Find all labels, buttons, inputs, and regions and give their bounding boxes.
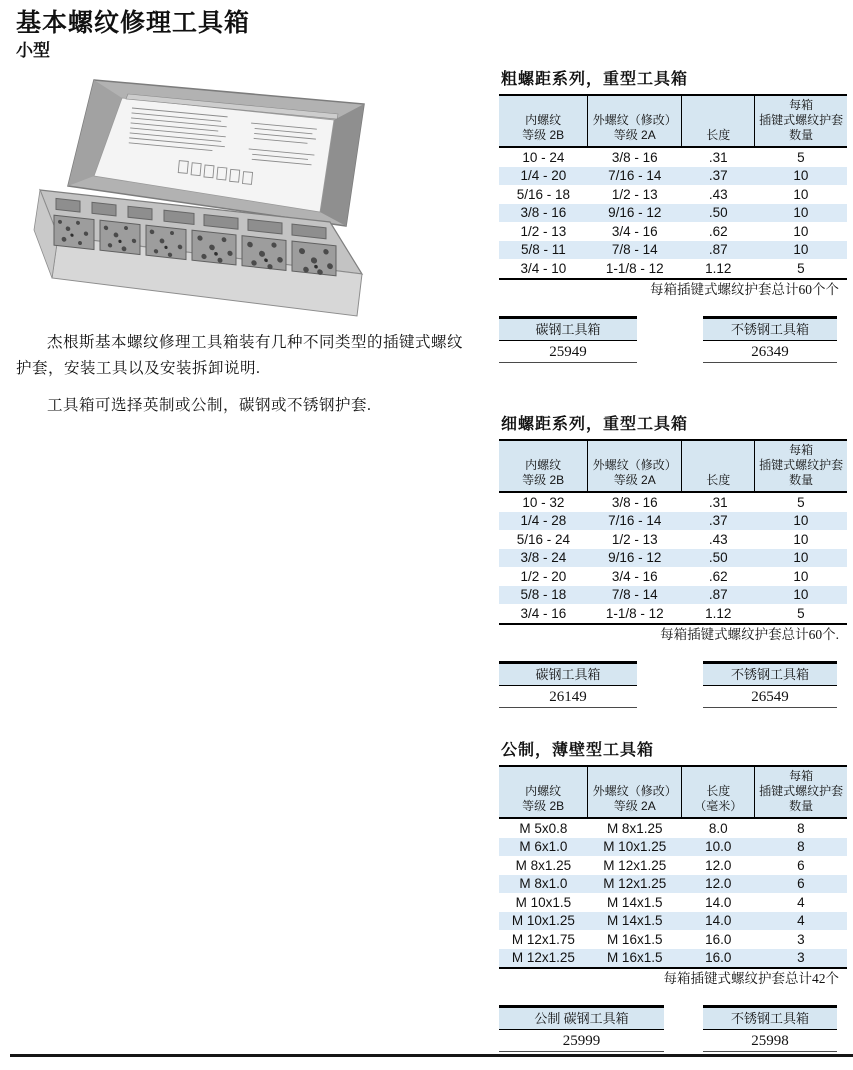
data-cell: 4 xyxy=(797,894,805,910)
spec-table-body xyxy=(499,818,847,968)
data-cell: 8 xyxy=(797,820,805,836)
page-bottom-rule xyxy=(10,1054,853,1057)
data-cell: M 14x1.5 xyxy=(606,913,663,928)
data-cell: .37 xyxy=(708,513,728,528)
data-cell: 5/8 - 18 xyxy=(520,587,567,602)
data-cell: 10 xyxy=(793,242,809,257)
table-row xyxy=(499,875,847,894)
data-cell: 3/4 - 10 xyxy=(520,260,567,276)
data-cell: 10 xyxy=(793,223,809,239)
toolbox-illustration xyxy=(32,76,456,318)
data-cell: 1-1/8 - 12 xyxy=(605,605,664,621)
per-box-total-note: 每箱插键式螺纹护套总计60个个 xyxy=(650,281,839,297)
series-section xyxy=(499,70,847,363)
header-cell: 内螺纹 等级 2B xyxy=(499,440,588,492)
part-box xyxy=(499,316,637,363)
series-section xyxy=(499,741,847,1052)
table-row xyxy=(499,549,847,568)
data-cell: 10 - 24 xyxy=(522,149,565,165)
header-row xyxy=(499,440,847,492)
data-cell: 7/16 - 14 xyxy=(608,168,662,183)
data-cell: 3/8 - 16 xyxy=(611,494,658,510)
data-cell: .37 xyxy=(708,168,728,183)
header-cell: 外螺纹（修改） 等级 2A xyxy=(588,766,682,818)
table-row xyxy=(499,949,847,969)
data-cell: 5 xyxy=(797,260,805,276)
table-row xyxy=(499,204,847,223)
part-number: 26149 xyxy=(499,686,637,708)
spec-table-head xyxy=(499,440,847,492)
data-cell: 10 - 32 xyxy=(522,494,565,510)
part-box-label: 不锈钢工具箱 xyxy=(703,1008,837,1030)
data-cell: 3/8 - 16 xyxy=(520,205,567,220)
left-column xyxy=(16,8,478,419)
data-cell: 1-1/8 - 12 xyxy=(605,260,664,276)
data-cell: 5 xyxy=(797,494,805,510)
part-number: 26349 xyxy=(703,341,837,363)
table-row xyxy=(499,185,847,204)
data-cell: 10 xyxy=(793,186,809,202)
description-paragraph-1: 杰根斯基本螺纹修理工具箱装有几种不同类型的插键式螺纹护套，安装工具以及安装拆卸说明. xyxy=(16,334,464,377)
header-cell: 长度 （毫米） xyxy=(682,766,755,818)
data-cell: 5/8 - 11 xyxy=(520,242,566,257)
data-cell: .62 xyxy=(708,223,728,239)
data-cell: 12.0 xyxy=(705,876,732,891)
data-cell: M 10x1.25 xyxy=(511,913,575,928)
data-cell: 3/4 - 16 xyxy=(520,605,567,621)
data-cell: 1/4 - 28 xyxy=(520,513,567,528)
data-cell: 14.0 xyxy=(705,894,732,910)
header-cell: 每箱 插键式螺纹护套 数量 xyxy=(755,95,847,147)
spec-table-body xyxy=(499,147,847,279)
table-row xyxy=(499,838,847,857)
right-column xyxy=(499,70,847,1060)
data-cell: .87 xyxy=(708,587,728,602)
table-row xyxy=(499,147,847,167)
table-row xyxy=(499,530,847,549)
data-cell: 1/2 - 20 xyxy=(520,568,567,584)
section-title: 细螺距系列，重型工具箱 xyxy=(501,416,689,433)
header-row xyxy=(499,95,847,147)
description-paragraph-2: 工具箱可选择英制或公制，碳钢或不锈钢护套. xyxy=(47,397,372,414)
table-row xyxy=(499,893,847,912)
part-box-label: 不锈钢工具箱 xyxy=(703,319,837,341)
header-cell: 长度 xyxy=(682,440,755,492)
data-cell: 12.0 xyxy=(705,857,732,873)
data-cell: 3/8 - 24 xyxy=(520,550,567,565)
data-cell: 6 xyxy=(797,857,805,873)
header-cell: 长度 xyxy=(682,95,755,147)
data-cell: M 6x1.0 xyxy=(519,839,568,854)
part-box xyxy=(703,316,837,363)
header-cell: 外螺纹（修改） 等级 2A xyxy=(588,440,682,492)
table-row xyxy=(499,912,847,931)
data-cell: 4 xyxy=(797,913,805,928)
part-box xyxy=(499,661,637,708)
data-cell: .87 xyxy=(708,242,728,257)
data-cell: 10 xyxy=(793,513,809,528)
data-cell: 8 xyxy=(797,839,805,854)
spec-table xyxy=(499,439,847,625)
header-cell: 内螺纹 等级 2B xyxy=(499,95,588,147)
data-cell: 3 xyxy=(797,950,805,965)
data-cell: 1.12 xyxy=(705,260,732,276)
part-box xyxy=(703,1005,837,1052)
data-cell: 10 xyxy=(793,550,809,565)
data-cell: .50 xyxy=(708,550,728,565)
part-number: 25998 xyxy=(703,1030,837,1052)
header-row xyxy=(499,766,847,818)
data-cell: 5/16 - 18 xyxy=(516,186,571,202)
spec-table-head xyxy=(499,766,847,818)
data-cell: M 5x0.8 xyxy=(519,820,568,836)
part-number: 25949 xyxy=(499,341,637,363)
table-row xyxy=(499,567,847,586)
data-cell: M 10x1.25 xyxy=(603,839,667,854)
page-title: 基本螺纹修理工具箱 xyxy=(16,9,251,37)
data-cell: 9/16 - 12 xyxy=(608,550,662,565)
data-cell: 7/8 - 14 xyxy=(611,587,658,602)
data-cell: M 16x1.5 xyxy=(606,931,663,947)
part-number-boxes xyxy=(499,316,847,363)
section-title: 公制，薄壁型工具箱 xyxy=(501,742,655,759)
part-box-label: 公制 碳钢工具箱 xyxy=(499,1008,664,1030)
data-cell: 10 xyxy=(793,205,809,220)
table-row xyxy=(499,241,847,260)
data-cell: 1/2 - 13 xyxy=(611,186,658,202)
header-cell: 每箱 插键式螺纹护套 数量 xyxy=(755,440,847,492)
part-number: 25999 xyxy=(499,1030,664,1052)
data-cell: .31 xyxy=(708,149,728,165)
data-cell: 5 xyxy=(797,605,805,621)
table-row xyxy=(499,930,847,949)
data-cell: 1.12 xyxy=(705,605,732,621)
per-box-total-note: 每箱插键式螺纹护套总计60个. xyxy=(660,626,839,642)
data-cell: 1/4 - 20 xyxy=(520,168,567,183)
table-row xyxy=(499,818,847,838)
header-cell: 内螺纹 等级 2B xyxy=(499,766,588,818)
data-cell: 10 xyxy=(793,531,809,547)
table-row xyxy=(499,604,847,624)
part-number-boxes xyxy=(499,1005,847,1052)
data-cell: M 12x1.25 xyxy=(603,857,667,873)
table-row xyxy=(499,512,847,531)
per-box-total-note: 每箱插键式螺纹护套总计42个 xyxy=(663,971,839,986)
header-cell: 每箱 插键式螺纹护套 数量 xyxy=(755,766,847,818)
data-cell: M 12x1.25 xyxy=(511,950,575,965)
data-cell: 5/16 - 24 xyxy=(516,531,571,547)
data-cell: .50 xyxy=(708,205,728,220)
data-cell: 5 xyxy=(797,149,805,165)
header-cell: 外螺纹（修改） 等级 2A xyxy=(588,95,682,147)
data-cell: 9/16 - 12 xyxy=(608,205,662,220)
data-cell: .43 xyxy=(708,186,728,202)
spec-table xyxy=(499,94,847,280)
part-box-label: 不锈钢工具箱 xyxy=(703,664,837,686)
spec-table xyxy=(499,765,847,969)
data-cell: .43 xyxy=(708,531,728,547)
data-cell: 3 xyxy=(797,931,805,947)
page-subtitle: 小型 xyxy=(16,41,50,60)
part-box xyxy=(499,1005,664,1052)
product-photo xyxy=(32,76,456,318)
data-cell: M 16x1.5 xyxy=(606,950,663,965)
table-row xyxy=(499,222,847,241)
data-cell: .31 xyxy=(708,494,728,510)
part-box-label: 碳钢工具箱 xyxy=(499,664,637,686)
data-cell: M 8x1.25 xyxy=(515,857,572,873)
data-cell: .62 xyxy=(708,568,728,584)
data-cell: 3/8 - 16 xyxy=(611,149,658,165)
part-number-boxes xyxy=(499,661,847,708)
data-cell: 16.0 xyxy=(705,931,732,947)
data-cell: M 12x1.25 xyxy=(603,876,667,891)
data-cell: 14.0 xyxy=(705,913,732,928)
data-cell: 10 xyxy=(793,168,809,183)
data-cell: 7/8 - 14 xyxy=(611,242,658,257)
data-cell: 16.0 xyxy=(705,950,732,965)
data-cell: 7/16 - 14 xyxy=(608,513,662,528)
section-title: 粗螺距系列，重型工具箱 xyxy=(501,71,689,88)
table-row xyxy=(499,167,847,186)
part-box-label: 碳钢工具箱 xyxy=(499,319,637,341)
data-cell: 3/4 - 16 xyxy=(611,568,658,584)
data-cell: M 8x1.0 xyxy=(519,876,568,891)
part-box xyxy=(703,661,837,708)
data-cell: 3/4 - 16 xyxy=(611,223,658,239)
data-cell: 10 xyxy=(793,568,809,584)
table-row xyxy=(499,259,847,279)
table-row xyxy=(499,856,847,875)
data-cell: M 14x1.5 xyxy=(606,894,663,910)
data-cell: 1/2 - 13 xyxy=(520,223,567,239)
table-row xyxy=(499,492,847,512)
data-cell: 6 xyxy=(797,876,805,891)
series-section xyxy=(499,415,847,708)
data-cell: M 8x1.25 xyxy=(606,820,663,836)
data-cell: 1/2 - 13 xyxy=(611,531,658,547)
data-cell: M 12x1.75 xyxy=(511,931,575,947)
data-cell: 8.0 xyxy=(708,820,728,836)
spec-table-head xyxy=(499,95,847,147)
part-number: 26549 xyxy=(703,686,837,708)
spec-table-body xyxy=(499,492,847,624)
data-cell: M 10x1.5 xyxy=(515,894,572,910)
data-cell: 10.0 xyxy=(705,839,732,854)
data-cell: 10 xyxy=(793,587,809,602)
table-row xyxy=(499,586,847,605)
